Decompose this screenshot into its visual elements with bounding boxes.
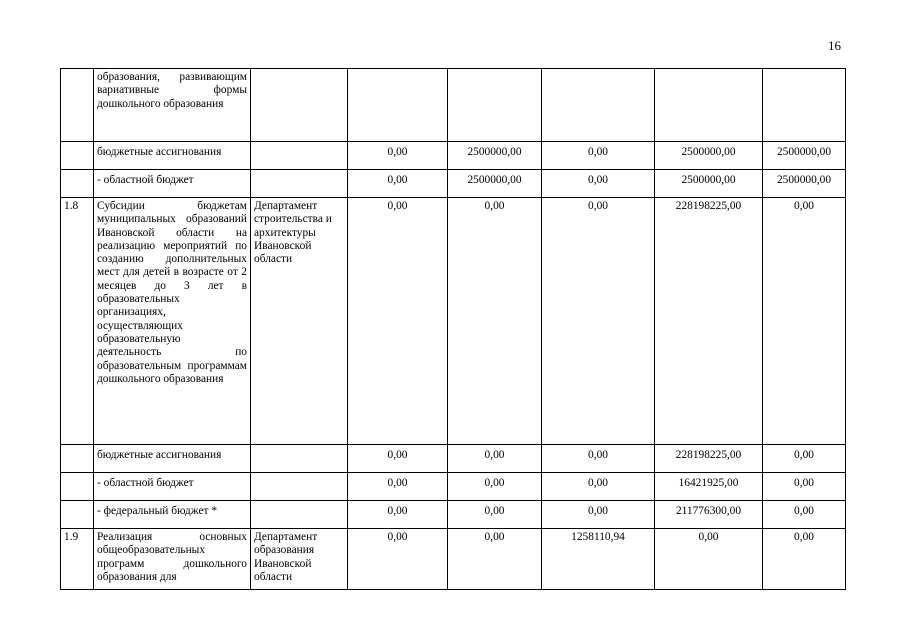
row-department xyxy=(251,473,348,501)
row-value: 228198225,00 xyxy=(655,445,763,473)
row-value: 0,00 xyxy=(348,445,448,473)
row-value: 0,00 xyxy=(448,501,542,529)
row-value: 0,00 xyxy=(348,142,448,170)
row-value: 2500000,00 xyxy=(763,142,846,170)
row-name: - областной бюджет xyxy=(94,170,251,198)
row-value: 0,00 xyxy=(542,142,655,170)
row-value: 0,00 xyxy=(348,529,448,590)
row-department: Департамент образования Ивановской области xyxy=(251,529,348,590)
table-row xyxy=(61,529,846,590)
row-index xyxy=(61,142,94,170)
row-value: 2500000,00 xyxy=(448,142,542,170)
row-value: 0,00 xyxy=(348,473,448,501)
row-value: 0,00 xyxy=(448,529,542,590)
row-name: бюджетные ассигнования xyxy=(94,445,251,473)
row-value: 0,00 xyxy=(542,445,655,473)
row-department xyxy=(251,501,348,529)
table-row xyxy=(61,473,846,501)
row-index: 1.9 xyxy=(61,529,94,590)
table-row xyxy=(61,501,846,529)
row-index xyxy=(61,170,94,198)
row-value xyxy=(763,69,846,142)
row-value: 0,00 xyxy=(542,501,655,529)
budget-table xyxy=(60,68,846,590)
row-index: 1.8 xyxy=(61,198,94,445)
row-name: - областной бюджет xyxy=(94,473,251,501)
row-value: 0,00 xyxy=(542,198,655,445)
row-value: 228198225,00 xyxy=(655,198,763,445)
row-index xyxy=(61,69,94,142)
row-value xyxy=(542,69,655,142)
row-value xyxy=(655,69,763,142)
table-row xyxy=(61,198,846,445)
row-value: 0,00 xyxy=(448,473,542,501)
table-row xyxy=(61,142,846,170)
table-row xyxy=(61,170,846,198)
row-value: 0,00 xyxy=(763,198,846,445)
row-value: 2500000,00 xyxy=(448,170,542,198)
row-name: Реализация основных общеобразовательных программ дошкольного образования для xyxy=(94,529,251,590)
row-department xyxy=(251,69,348,142)
row-value: 0,00 xyxy=(763,445,846,473)
table-row xyxy=(61,445,846,473)
row-department xyxy=(251,142,348,170)
table-row xyxy=(61,69,846,142)
row-department xyxy=(251,170,348,198)
row-index xyxy=(61,501,94,529)
row-value: 16421925,00 xyxy=(655,473,763,501)
row-value xyxy=(348,69,448,142)
row-value: 0,00 xyxy=(348,170,448,198)
row-value: 0,00 xyxy=(655,529,763,590)
row-value: 0,00 xyxy=(763,473,846,501)
row-name: Субсидии бюджетам муниципальных образований Ивановской области на реализацию мероприятий по созданию дополнительных мест для детей в возрасте от 2 месяцев до 3 лет в образовательных организациях, осуществляющих образовательную деятельность по образовательным программам дошкольного образования xyxy=(94,198,251,445)
row-index xyxy=(61,445,94,473)
row-value: 0,00 xyxy=(348,501,448,529)
row-value: 0,00 xyxy=(448,198,542,445)
row-value: 2500000,00 xyxy=(655,142,763,170)
row-value: 0,00 xyxy=(763,501,846,529)
row-index xyxy=(61,473,94,501)
row-value: 2500000,00 xyxy=(763,170,846,198)
row-value: 0,00 xyxy=(348,198,448,445)
row-value: 0,00 xyxy=(542,473,655,501)
page-number: 16 xyxy=(828,38,841,53)
row-value: 211776300,00 xyxy=(655,501,763,529)
row-department: Департамент строительства и архитектуры Ивановской области xyxy=(251,198,348,445)
row-name: образования, развивающим вариативные формы дошкольного образования xyxy=(94,69,251,142)
row-value: 0,00 xyxy=(448,445,542,473)
row-value: 0,00 xyxy=(763,529,846,590)
row-department xyxy=(251,445,348,473)
row-value: 1258110,94 xyxy=(542,529,655,590)
row-name: бюджетные ассигнования xyxy=(94,142,251,170)
row-name: - федеральный бюджет * xyxy=(94,501,251,529)
row-value: 0,00 xyxy=(542,170,655,198)
row-value xyxy=(448,69,542,142)
row-value: 2500000,00 xyxy=(655,170,763,198)
